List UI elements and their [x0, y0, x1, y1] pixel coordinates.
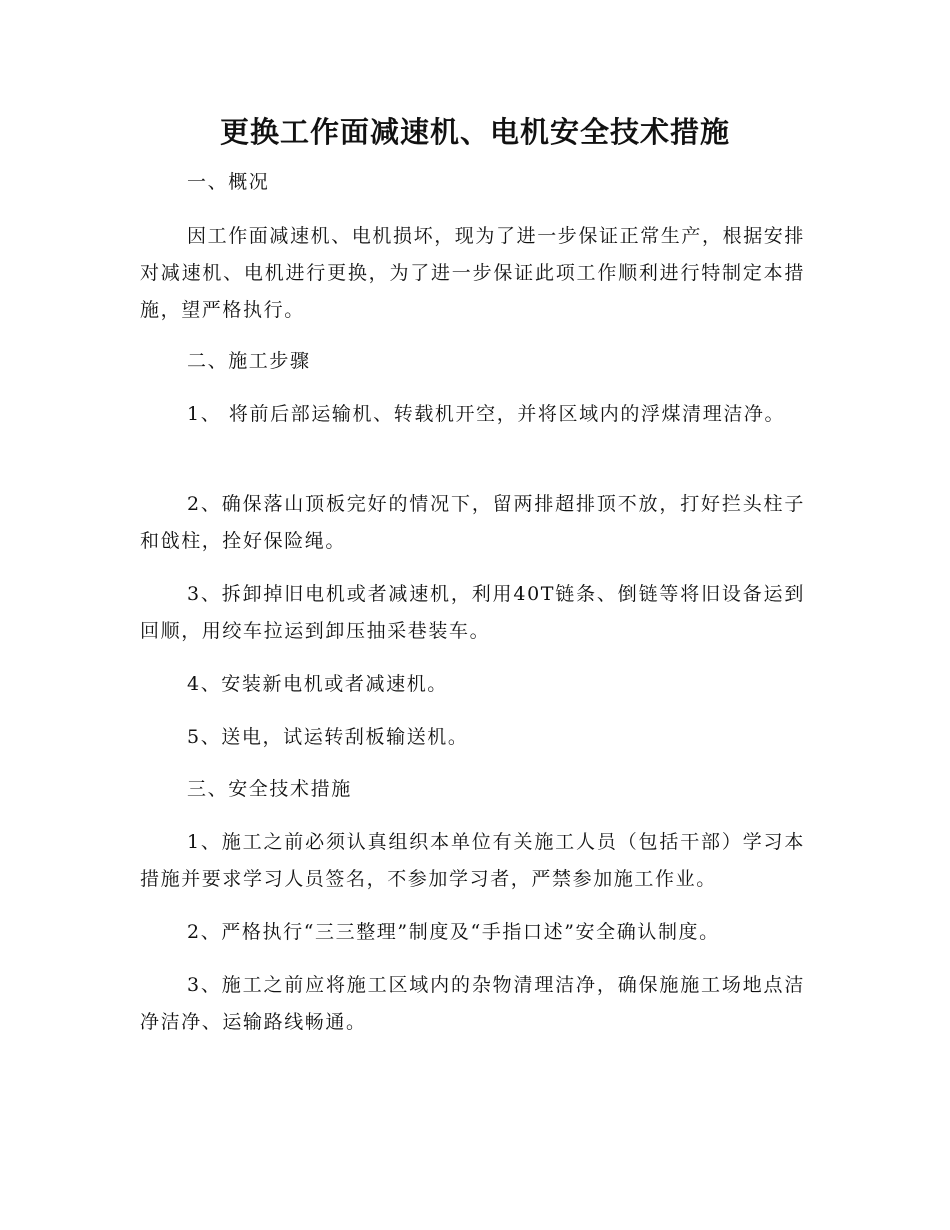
- section-heading-safety: 三、安全技术措施: [187, 778, 352, 800]
- step-item-2: 2、确保落山顶板完好的情况下，留两排超排顶不放，打好拦头柱子和戗柱，拴好保险绳。: [140, 493, 805, 552]
- step-item-1: 1、 将前后部运输机、转载机开空，并将区域内的浮煤清理洁净。: [187, 403, 786, 425]
- document-title: 更换工作面减速机、电机安全技术措施: [219, 115, 730, 149]
- safety-item-3: 3、施工之前应将施工区域内的杂物清理洁净，确保施施工场地点洁净洁净、运输路线畅通。: [140, 974, 805, 1033]
- step-item-3: 3、拆卸掉旧电机或者减速机，利用40T链条、倒链等将旧设备运到回顺，用绞车拉运到卸压抽采巷装车。: [140, 583, 805, 642]
- step-item-4: 4、安装新电机或者减速机。: [187, 673, 448, 695]
- section-heading-steps: 二、施工步骤: [187, 350, 311, 372]
- paragraph-overview: 因工作面减速机、电机损坏，现为了进一步保证正常生产，根据安排对减速机、电机进行更换，为了进一步保证此项工作顺利进行特制定本措施，望严格执行。: [140, 225, 806, 321]
- step-item-5: 5、送电，试运转刮板输送机。: [187, 726, 469, 748]
- safety-item-1: 1、施工之前必须认真组织本单位有关施工人员（包括干部）学习本措施并要求学习人员签名，不参加学习者，严禁参加施工作业。: [140, 831, 805, 890]
- safety-item-2: 2、严格执行“三三整理”制度及“手指口述”安全确认制度。: [187, 921, 720, 943]
- section-heading-overview: 一、概况: [187, 171, 270, 193]
